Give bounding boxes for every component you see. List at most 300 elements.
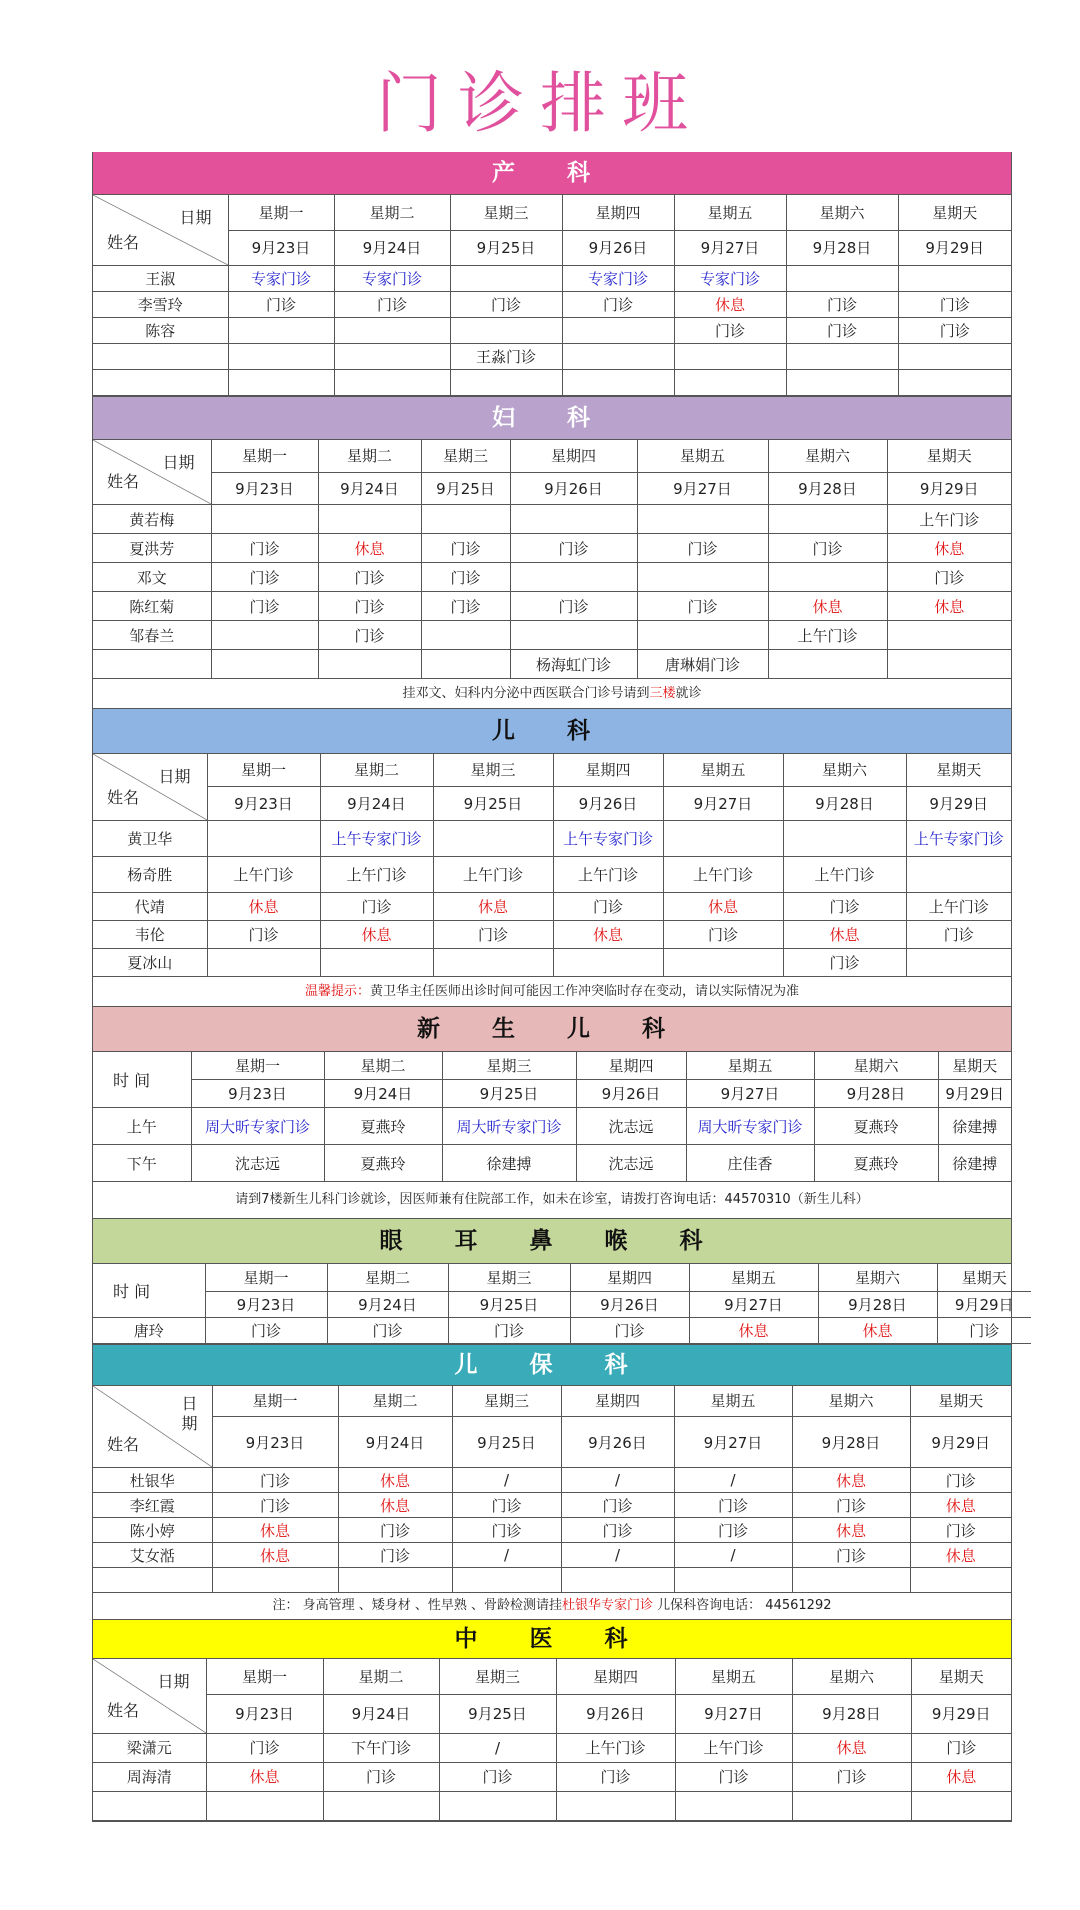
- schedule-cell: [421, 505, 510, 534]
- schedule-cell: 门诊: [320, 892, 433, 920]
- schedule-cell: 休息: [206, 1762, 323, 1791]
- weekday-header: 星期四: [576, 1052, 686, 1080]
- schedule-cell: [334, 317, 450, 343]
- schedule-cell: [562, 369, 674, 395]
- schedule-cell: 门诊: [663, 920, 783, 948]
- section-band-xinsheng: 新 生 儿 科: [93, 1007, 1011, 1052]
- schedule-cell: [206, 1791, 323, 1820]
- staff-name: 李雪玲: [93, 291, 228, 317]
- schedule-cell: 周大昕专家门诊: [442, 1108, 576, 1145]
- date-header: 9月29日: [898, 230, 1011, 265]
- schedule-cell: 门诊: [910, 1518, 1011, 1543]
- schedule-cell: 门诊: [768, 534, 887, 563]
- schedule-cell: [562, 343, 674, 369]
- date-header: 9月24日: [318, 473, 421, 505]
- date-header: 9月24日: [323, 1694, 439, 1733]
- weekday-header: 星期五: [689, 1264, 818, 1291]
- schedule-cell: [228, 317, 334, 343]
- weekday-header: 星期四: [510, 440, 637, 473]
- date-header: 9月29日: [911, 1694, 1011, 1733]
- section-band-erke: 儿 科: [93, 709, 1011, 754]
- weekday-header: 星期天: [910, 1386, 1011, 1417]
- staff-name: 上午: [93, 1108, 191, 1145]
- date-header: 9月27日: [663, 786, 783, 820]
- schedule-cell: 专家门诊: [674, 265, 786, 291]
- schedule-cell: 上午门诊: [783, 856, 906, 892]
- weekday-header: 星期天: [937, 1264, 1031, 1291]
- schedule-cell: 门诊: [323, 1762, 439, 1791]
- note-text: 儿保科咨询电话： 44561292: [653, 1598, 832, 1613]
- note-text: 就诊: [675, 686, 702, 701]
- date-header: 9月27日: [674, 1417, 792, 1468]
- schedule-cell: [556, 1791, 675, 1820]
- staff-name: 王淑: [93, 265, 228, 291]
- weekday-header: 星期二: [318, 440, 421, 473]
- schedule-cell: 休息: [663, 892, 783, 920]
- schedule-cell: 门诊: [421, 592, 510, 621]
- schedule-cell: [911, 1791, 1011, 1820]
- staff-name: 黄若梅: [93, 505, 211, 534]
- schedule-cell: [898, 343, 1011, 369]
- staff-name: 下午: [93, 1145, 191, 1182]
- schedule-cell: 门诊: [421, 563, 510, 592]
- date-header: 9月29日: [938, 1080, 1011, 1108]
- schedule-cell: [674, 343, 786, 369]
- schedule-cell: [675, 1791, 792, 1820]
- schedule-cell: 夏燕玲: [814, 1145, 938, 1182]
- date-name-corner: [93, 1659, 206, 1733]
- schedule-cell: 休息: [887, 534, 1011, 563]
- schedule-cell: 门诊: [637, 534, 768, 563]
- schedule-cell: /: [561, 1543, 674, 1568]
- schedule-cell: 唐琳娟门诊: [637, 650, 768, 679]
- weekday-header: 星期一: [191, 1052, 324, 1080]
- table-yanerbi: [93, 1264, 1031, 1344]
- schedule-cell: [334, 343, 450, 369]
- date-header: 9月28日: [768, 473, 887, 505]
- schedule-cell: 上午专家门诊: [553, 820, 663, 856]
- date-header: 9月25日: [448, 1291, 570, 1317]
- schedule-cell: 上午门诊: [433, 856, 553, 892]
- schedule-cell: [228, 343, 334, 369]
- weekday-header: 星期五: [674, 1386, 792, 1417]
- schedule-cell: /: [452, 1543, 561, 1568]
- weekday-header: 星期三: [450, 195, 562, 230]
- schedule-cell: [439, 1791, 556, 1820]
- staff-name: [93, 1791, 206, 1820]
- date-header: 9月23日: [205, 1291, 327, 1317]
- schedule-cell: 门诊: [792, 1493, 910, 1518]
- schedule-cell: [211, 650, 318, 679]
- schedule-cell: 上午专家门诊: [320, 820, 433, 856]
- staff-name: 夏洪芳: [93, 534, 211, 563]
- staff-name: [93, 369, 228, 395]
- schedule-cell: 门诊: [327, 1317, 448, 1343]
- schedule-cell: 休息: [792, 1518, 910, 1543]
- schedule-cell: [561, 1568, 674, 1593]
- schedule-cell: 门诊: [207, 920, 320, 948]
- weekday-header: 星期一: [228, 195, 334, 230]
- date-header: 9月23日: [212, 1417, 338, 1468]
- schedule-cell: 休息: [783, 920, 906, 948]
- schedule-cell: /: [452, 1468, 561, 1493]
- staff-name: 陈小婷: [93, 1518, 212, 1543]
- weekday-header: 星期一: [206, 1659, 323, 1694]
- schedule-cell: 下午门诊: [323, 1733, 439, 1762]
- schedule-cell: 沈志远: [576, 1145, 686, 1182]
- date-header: 9月26日: [510, 473, 637, 505]
- schedule-cell: 休息: [689, 1317, 818, 1343]
- table-zhongyi: [93, 1659, 1011, 1821]
- schedule-cell: 休息: [887, 592, 1011, 621]
- schedule-cell: 周大昕专家门诊: [686, 1108, 814, 1145]
- date-header: 9月26日: [553, 786, 663, 820]
- schedule-cell: [450, 317, 562, 343]
- schedule-cell: 门诊: [421, 534, 510, 563]
- date-header: 9月25日: [439, 1694, 556, 1733]
- schedule-cell: [433, 948, 553, 976]
- schedule-cell: 门诊: [510, 592, 637, 621]
- table-row: [93, 892, 1011, 920]
- table-row: [93, 1762, 1011, 1791]
- weekday-header: 星期三: [439, 1659, 556, 1694]
- schedule-cell: 门诊: [674, 1518, 792, 1543]
- schedule-cell: 门诊: [510, 534, 637, 563]
- schedule-cell: [898, 369, 1011, 395]
- section-band-zhongyi: 中 医 科: [93, 1620, 1011, 1659]
- note-text: 黄卫华主任医师出诊时间可能因工作冲突临时存在变动，请以实际情况为准: [370, 983, 800, 999]
- schedule-cell: 休息: [433, 892, 553, 920]
- schedule-cell: 门诊: [898, 291, 1011, 317]
- schedule-cell: [212, 1568, 338, 1593]
- schedule-cell: 休息: [553, 920, 663, 948]
- schedule-cell: [421, 621, 510, 650]
- schedule-cell: 上午门诊: [663, 856, 783, 892]
- schedule-cell: 上午门诊: [556, 1733, 675, 1762]
- schedule-cell: [318, 505, 421, 534]
- schedule-cell: 休息: [674, 291, 786, 317]
- schedule-cell: 门诊: [887, 563, 1011, 592]
- schedule-cell: 休息: [207, 892, 320, 920]
- schedule-cell: 休息: [911, 1762, 1011, 1791]
- schedule-cell: [786, 265, 898, 291]
- table-xinsheng: [93, 1052, 1011, 1183]
- schedule-cell: [562, 317, 674, 343]
- weekday-header: 星期二: [327, 1264, 448, 1291]
- date-header: 9月28日: [786, 230, 898, 265]
- table-row: [93, 343, 1011, 369]
- date-header: 9月23日: [228, 230, 334, 265]
- weekday-header: 星期六: [783, 754, 906, 786]
- name-label: 姓名: [107, 1700, 140, 1720]
- schedule-cell: 门诊: [211, 592, 318, 621]
- weekday-header: 星期二: [323, 1659, 439, 1694]
- time-label: 时 间: [93, 1052, 191, 1108]
- schedule-cell: [906, 856, 1011, 892]
- weekday-header: 星期一: [212, 1386, 338, 1417]
- staff-name: 陈红菊: [93, 592, 211, 621]
- schedule-cell: [211, 621, 318, 650]
- schedule-cell: [433, 820, 553, 856]
- weekday-header: 星期五: [663, 754, 783, 786]
- date-header: 9月23日: [206, 1694, 323, 1733]
- weekday-header: 星期六: [792, 1659, 911, 1694]
- weekday-header: 星期六: [818, 1264, 937, 1291]
- table-row: [93, 265, 1011, 291]
- table-row: [93, 1518, 1011, 1543]
- table-row: [93, 369, 1011, 395]
- date-header: 9月27日: [637, 473, 768, 505]
- schedule-cell: 休息: [320, 920, 433, 948]
- table-row: [93, 1791, 1011, 1820]
- date-header: 9月27日: [686, 1080, 814, 1108]
- schedule-cell: 上午门诊: [207, 856, 320, 892]
- date-label-qi: 期: [181, 1413, 198, 1433]
- date-name-corner: [93, 195, 228, 265]
- schedule-cell: [553, 948, 663, 976]
- schedule-cell: [768, 505, 887, 534]
- date-label: [181, 1394, 197, 1434]
- schedule-cell: [786, 343, 898, 369]
- weekday-header: 星期二: [320, 754, 433, 786]
- section-band-yanerbi: 眼 耳 鼻 喉 科: [93, 1219, 1011, 1264]
- date-header: 9月28日: [814, 1080, 938, 1108]
- schedule-cell: [510, 563, 637, 592]
- weekday-header: 星期五: [637, 440, 768, 473]
- table-row: [93, 505, 1011, 534]
- table-row: [93, 1568, 1011, 1593]
- table-fuke: [93, 440, 1011, 680]
- table-row: [93, 856, 1011, 892]
- table-row: [93, 820, 1011, 856]
- date-header: 9月25日: [450, 230, 562, 265]
- schedule-cell: 休息: [818, 1317, 937, 1343]
- schedule-cell: 门诊: [553, 892, 663, 920]
- schedule-cell: 门诊: [561, 1493, 674, 1518]
- schedule-cell: /: [674, 1543, 792, 1568]
- note-xinsheng: [93, 1182, 1011, 1219]
- weekday-header: 星期三: [448, 1264, 570, 1291]
- section-band-erbao: 儿 保 科: [93, 1344, 1011, 1386]
- note-highlight: 温馨提示：: [304, 983, 370, 999]
- schedule-cell: [637, 505, 768, 534]
- name-label: 姓名: [107, 1435, 140, 1454]
- schedule-cell: 专家门诊: [228, 265, 334, 291]
- staff-name: [93, 1568, 212, 1593]
- schedule-cell: 门诊: [452, 1493, 561, 1518]
- table-row: [93, 1108, 1011, 1145]
- schedule-cell: 门诊: [637, 592, 768, 621]
- schedule-cell: 门诊: [452, 1518, 561, 1543]
- schedule-cell: 门诊: [792, 1543, 910, 1568]
- schedule-cell: [318, 650, 421, 679]
- date-label: 日期: [179, 208, 212, 227]
- table-row: [93, 1145, 1011, 1182]
- schedule-cell: 夏燕玲: [324, 1108, 442, 1145]
- weekday-header: 星期四: [562, 195, 674, 230]
- schedule-cell: 门诊: [450, 291, 562, 317]
- schedule-cell: 上午门诊: [675, 1733, 792, 1762]
- schedule-cell: 门诊: [937, 1317, 1031, 1343]
- date-header: 9月25日: [442, 1080, 576, 1108]
- table-row: [93, 1733, 1011, 1762]
- schedule-cell: [320, 948, 433, 976]
- date-header: 9月28日: [818, 1291, 937, 1317]
- schedule-cell: 夏燕玲: [324, 1145, 442, 1182]
- schedule-cell: [338, 1568, 452, 1593]
- weekday-header: 星期天: [911, 1659, 1011, 1694]
- schedule-cell: 门诊: [906, 920, 1011, 948]
- schedule-cell: 休息: [338, 1468, 452, 1493]
- schedule-cell: [334, 369, 450, 395]
- schedule-cell: 门诊: [570, 1317, 689, 1343]
- section-band-fuke: 妇 科: [93, 396, 1011, 440]
- schedule-cell: [887, 621, 1011, 650]
- schedule-cell: [450, 369, 562, 395]
- schedule-cell: [637, 621, 768, 650]
- schedule-cell: [450, 265, 562, 291]
- time-label: 时 间: [93, 1264, 205, 1317]
- schedule-cell: [674, 369, 786, 395]
- weekday-header: 星期天: [898, 195, 1011, 230]
- date-header: 9月26日: [556, 1694, 675, 1733]
- date-header: 9月24日: [334, 230, 450, 265]
- schedule-cell: 门诊: [433, 920, 553, 948]
- schedule-cell: 门诊: [206, 1733, 323, 1762]
- date-header: 9月23日: [191, 1080, 324, 1108]
- schedule-cell: [792, 1568, 910, 1593]
- section-band-chanke: 产 科: [93, 152, 1011, 195]
- schedule-cell: 门诊: [448, 1317, 570, 1343]
- schedule-cell: [663, 948, 783, 976]
- schedule-cell: 上午门诊: [553, 856, 663, 892]
- schedule-sheet: [92, 152, 1012, 1822]
- date-name-corner: [93, 754, 207, 820]
- table-row: [93, 317, 1011, 343]
- schedule-cell: [323, 1791, 439, 1820]
- schedule-cell: 沈志远: [576, 1108, 686, 1145]
- date-label: 日期: [157, 1672, 190, 1691]
- schedule-cell: 上午门诊: [887, 505, 1011, 534]
- table-row: [93, 291, 1011, 317]
- date-header: 9月23日: [207, 786, 320, 820]
- schedule-cell: /: [561, 1468, 674, 1493]
- staff-name: 艾女湉: [93, 1543, 212, 1568]
- schedule-cell: [783, 820, 906, 856]
- staff-name: 邓文: [93, 563, 211, 592]
- weekday-header: 星期六: [814, 1052, 938, 1080]
- date-header: 9月24日: [338, 1417, 452, 1468]
- schedule-cell: 休息: [768, 592, 887, 621]
- table-row: [93, 948, 1011, 976]
- staff-name: 代靖: [93, 892, 207, 920]
- schedule-cell: [898, 265, 1011, 291]
- date-header: 9月24日: [320, 786, 433, 820]
- schedule-cell: [792, 1791, 911, 1820]
- schedule-cell: 周大昕专家门诊: [191, 1108, 324, 1145]
- staff-name: 杨奇胜: [93, 856, 207, 892]
- table-row: [93, 563, 1011, 592]
- schedule-cell: 门诊: [911, 1733, 1011, 1762]
- schedule-cell: /: [439, 1733, 556, 1762]
- date-header: 9月26日: [562, 230, 674, 265]
- staff-name: 梁潇元: [93, 1733, 206, 1762]
- date-header: 9月29日: [887, 473, 1011, 505]
- schedule-cell: 休息: [212, 1518, 338, 1543]
- table-row: [93, 650, 1011, 679]
- schedule-cell: [207, 820, 320, 856]
- date-header: 9月26日: [570, 1291, 689, 1317]
- schedule-cell: [887, 650, 1011, 679]
- date-name-corner: [93, 440, 211, 505]
- date-header: 9月29日: [937, 1291, 1031, 1317]
- schedule-cell: 门诊: [334, 291, 450, 317]
- table-row: [93, 592, 1011, 621]
- schedule-cell: 门诊: [228, 291, 334, 317]
- schedule-cell: [786, 369, 898, 395]
- weekday-header: 星期二: [324, 1052, 442, 1080]
- schedule-cell: 门诊: [212, 1493, 338, 1518]
- note-highlight: 杜银华专家门诊: [562, 1598, 654, 1613]
- date-name-corner: [93, 1386, 212, 1468]
- schedule-cell: 休息: [792, 1733, 911, 1762]
- date-header: 9月24日: [327, 1291, 448, 1317]
- schedule-cell: [663, 820, 783, 856]
- note-highlight: 三楼: [649, 686, 676, 701]
- schedule-cell: /: [674, 1468, 792, 1493]
- staff-name: 韦伦: [93, 920, 207, 948]
- schedule-cell: 休息: [910, 1543, 1011, 1568]
- schedule-cell: 休息: [792, 1468, 910, 1493]
- schedule-cell: 门诊: [674, 317, 786, 343]
- schedule-cell: 门诊: [786, 291, 898, 317]
- date-label: 日期: [158, 767, 191, 786]
- schedule-cell: 徐建搏: [938, 1145, 1011, 1182]
- table-chanke: [93, 195, 1011, 396]
- schedule-cell: 门诊: [318, 621, 421, 650]
- note-text: 挂邓文、妇科内分泌中西医联合门诊号请到: [402, 686, 650, 701]
- note-erbao: [93, 1593, 1011, 1620]
- date-header: 9月29日: [906, 786, 1011, 820]
- schedule-cell: 门诊: [211, 534, 318, 563]
- weekday-header: 星期六: [792, 1386, 910, 1417]
- staff-name: [93, 650, 211, 679]
- schedule-cell: 门诊: [562, 291, 674, 317]
- weekday-header: 星期四: [561, 1386, 674, 1417]
- weekday-header: 星期四: [556, 1659, 675, 1694]
- weekday-header: 星期三: [452, 1386, 561, 1417]
- table-row: [93, 1493, 1011, 1518]
- schedule-cell: [910, 1568, 1011, 1593]
- date-header: 9月24日: [324, 1080, 442, 1108]
- note-text: 请到7楼新生儿科门诊就诊，因医师兼有住院部工作，如未在诊室，请拨打咨询电话：44570310（新生儿科）: [235, 1192, 869, 1207]
- schedule-cell: 杨海虹门诊: [510, 650, 637, 679]
- schedule-cell: 门诊: [783, 892, 906, 920]
- schedule-cell: 专家门诊: [334, 265, 450, 291]
- table-row: [93, 534, 1011, 563]
- weekday-header: 星期四: [570, 1264, 689, 1291]
- schedule-cell: [906, 948, 1011, 976]
- date-header: 9月28日: [792, 1417, 910, 1468]
- date-header: 9月26日: [561, 1417, 674, 1468]
- schedule-cell: 上午门诊: [768, 621, 887, 650]
- weekday-header: 星期二: [334, 195, 450, 230]
- schedule-cell: [452, 1568, 561, 1593]
- table-erke: [93, 754, 1011, 977]
- date-header: 9月27日: [674, 230, 786, 265]
- staff-name: 唐玲: [93, 1317, 205, 1343]
- schedule-cell: 休息: [318, 534, 421, 563]
